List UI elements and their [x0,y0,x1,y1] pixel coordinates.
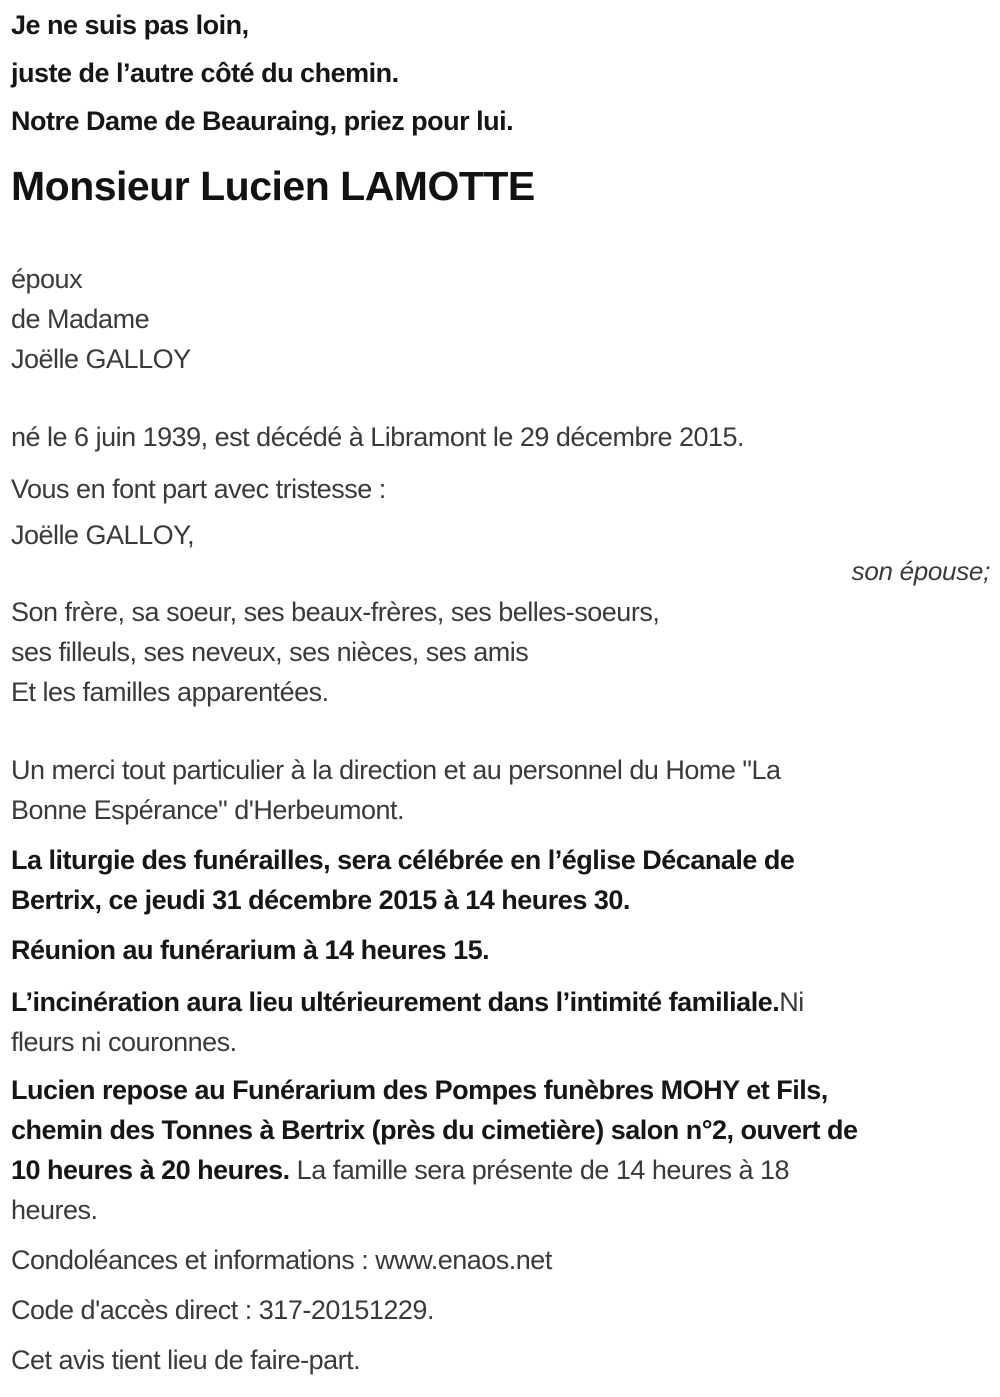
funerarium-line-4: heures. [11,1195,98,1225]
funerarium-line-3 [11,1150,990,1190]
epitaph-line-2: juste de l’autre côté du chemin. [11,58,399,88]
relation-line-epoux: époux [11,264,83,294]
thanks-line-2: Bonne Espérance" d'Herbeumont. [11,795,404,825]
relation-line-spouse-name: Joëlle GALLOY [11,344,191,374]
announcement-intro-line: Vous en font part avec tristesse : [11,474,386,504]
cremation-bold-text: L’incinération aura lieu ultérieurement dans l’intimité familiale. [11,987,780,1017]
relation-line-de-madame: de Madame [11,304,150,334]
liturgy-line-2: Bertrix, ce jeudi 31 décembre 2015 à 14 heures 30. [11,885,630,915]
condolences-line: Condoléances et informations : www.enaos.net [11,1245,552,1275]
spouse-relation-label: son épouse; [851,556,990,586]
meeting-line: Réunion au funérarium à 14 heures 15. [11,935,490,965]
no-flowers-inline-text: Ni [779,987,804,1017]
epitaph-line-1: Je ne suis pas loin, [11,10,249,40]
funerarium-line-1: Lucien repose au Funérarium des Pompes funèbres MOHY et Fils, [11,1075,828,1105]
funerarium-hours-bold-text: 10 heures à 20 heures. [11,1155,290,1185]
thanks-line-1: Un merci tout particulier à la direction et au personnel du Home "La [11,755,781,785]
notice-line: Cet avis tient lieu de faire-part. [11,1345,361,1375]
family-line-3: Et les familles apparentées. [11,677,329,707]
liturgy-line-1: La liturgie des funérailles, sera célébrée en l’église Décanale de [11,845,795,875]
life-dates-line: né le 6 juin 1939, est décédé à Libramont le 29 décembre 2015. [11,422,745,452]
funerarium-line-2: chemin des Tonnes à Bertrix (près du cimetière) salon n°2, ouvert de [11,1115,858,1145]
family-line-1: Son frère, sa soeur, ses beaux-frères, ses belles-soeurs, [11,597,660,627]
family-presence-text: La famille sera présente de 14 heures à 18 [289,1155,790,1185]
deceased-name-heading: Monsieur Lucien LAMOTTE [11,163,535,209]
announcing-spouse-name: Joëlle GALLOY, [11,520,195,550]
family-line-2: ses filleuls, ses neveux, ses nièces, ses amis [11,637,529,667]
cremation-line-2: fleurs ni couronnes. [11,1027,237,1057]
cremation-line-1 [11,982,990,1022]
access-code-line: Code d'accès direct : 317-20151229. [11,1295,434,1325]
epitaph-line-3: Notre Dame de Beauraing, priez pour lui. [11,106,514,136]
